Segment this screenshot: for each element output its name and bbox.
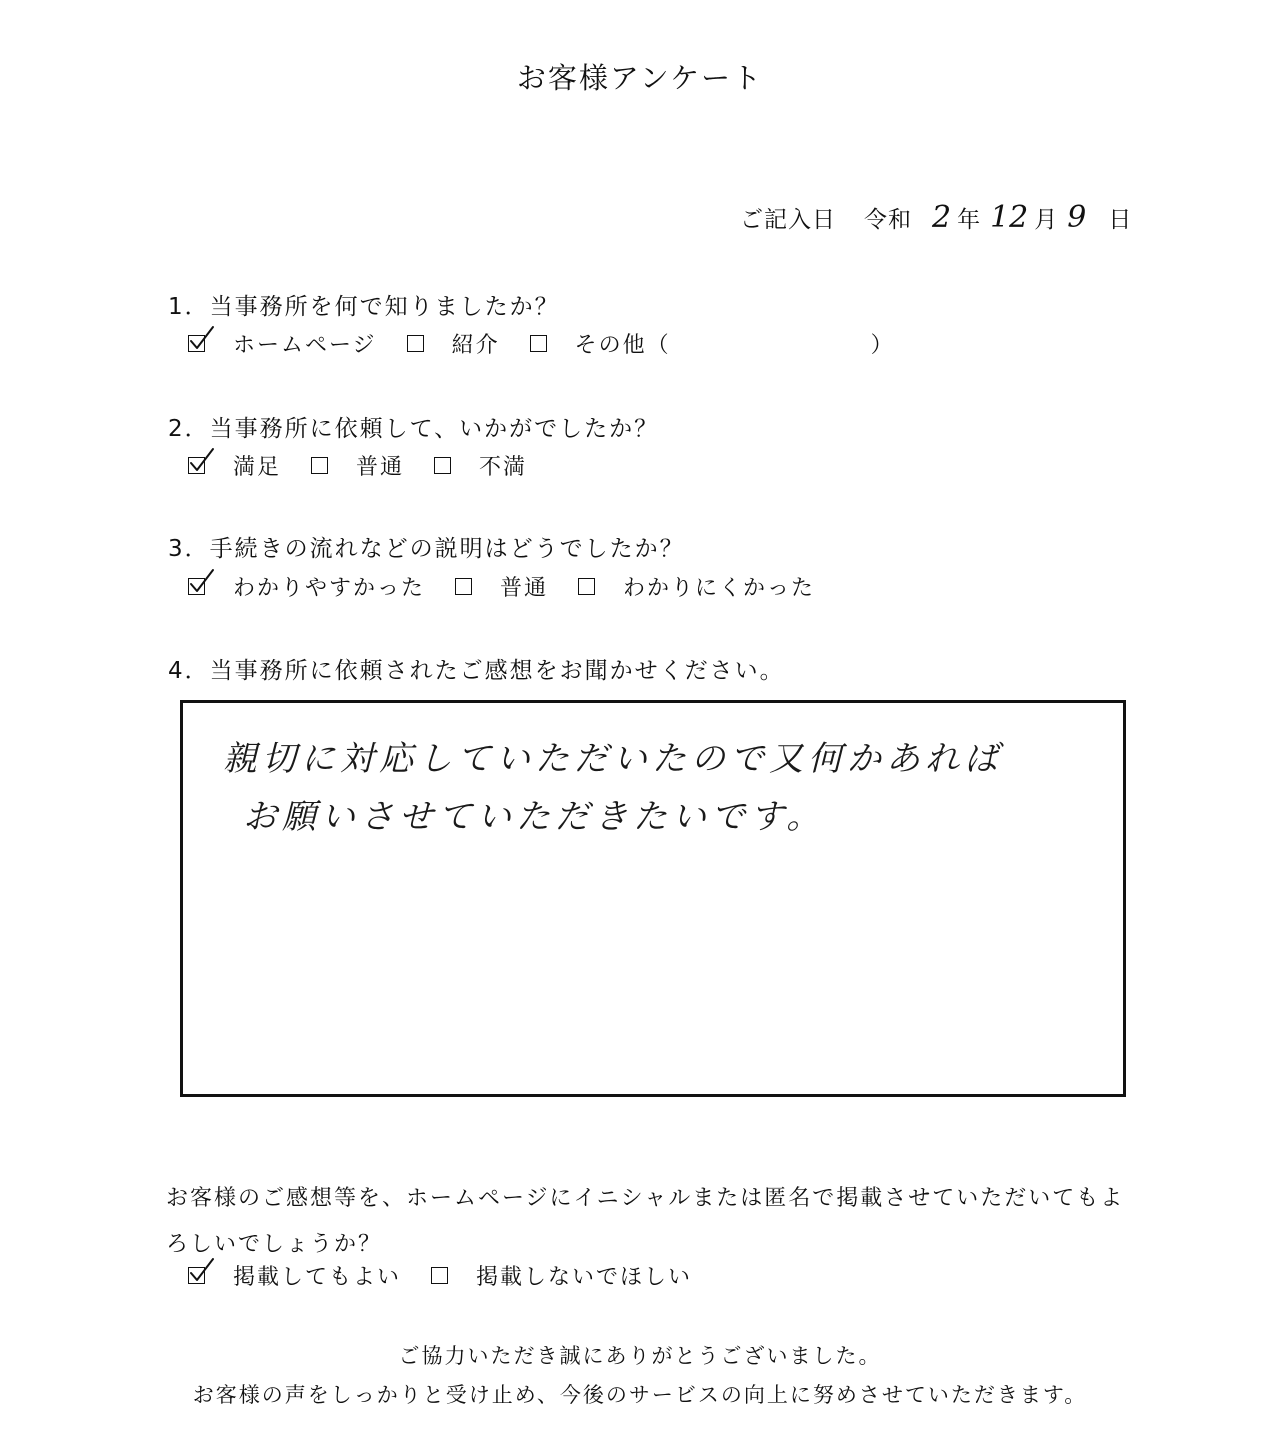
checkbox-other[interactable]	[530, 335, 547, 352]
check-mark-icon	[188, 1258, 214, 1284]
option-normal-label: 普通	[356, 455, 405, 480]
question-3: 3．手続きの流れなどの説明はどうでしたか？	[168, 536, 685, 562]
check-mark-icon	[188, 326, 214, 352]
footer-message: お客様の声をしっかりと受け止め、今後のサービスの向上に努めさせていただきます。	[192, 1383, 1088, 1407]
option-average-label: 普通	[500, 576, 549, 601]
option-satisfied[interactable]	[188, 450, 281, 481]
date-row	[740, 200, 1141, 235]
checkbox-easy[interactable]	[188, 578, 205, 595]
option-referral-label: 紹介	[451, 333, 500, 358]
check-mark-icon	[188, 448, 214, 474]
date-month: 12	[990, 200, 1029, 235]
option-deny-publish[interactable]	[431, 1260, 692, 1291]
date-label: ご記入日	[740, 207, 836, 233]
question-2: 2．当事務所に依頼して、いかがでしたか？	[168, 416, 660, 442]
option-satisfied-label: 満足	[233, 455, 282, 480]
question-1-options	[188, 328, 925, 359]
date-month-unit: 月	[1034, 207, 1058, 233]
checkbox-deny-publish[interactable]	[431, 1267, 448, 1284]
question-3-options	[188, 571, 845, 602]
option-hard[interactable]	[578, 571, 815, 602]
option-hard-label: わかりにくかった	[623, 576, 816, 601]
question-4: 4．当事務所に依頼されたご感想をお聞かせください。	[168, 658, 785, 684]
option-normal[interactable]	[311, 450, 404, 481]
comment-line-2: お願いさせていただきたいです。	[243, 797, 826, 837]
consent-question: お客様のご感想等を、ホームページにイニシャルまたは匿名で掲載させていただいてもよろしいでしょうか？	[166, 1186, 1125, 1257]
date-day: 9	[1067, 200, 1087, 235]
survey-title: お客様アンケート	[516, 61, 764, 95]
comment-box[interactable]	[180, 700, 1126, 1097]
checkbox-satisfied[interactable]	[188, 457, 205, 474]
date-year-unit: 年	[957, 207, 981, 233]
option-other[interactable]	[530, 328, 895, 359]
option-referral[interactable]	[407, 328, 500, 359]
question-2-options	[188, 450, 557, 481]
date-era: 令和	[864, 207, 912, 233]
date-year: 2	[932, 200, 952, 235]
checkbox-homepage[interactable]	[188, 335, 205, 352]
checkbox-average[interactable]	[455, 578, 472, 595]
option-allow-publish-label: 掲載してもよい	[233, 1265, 402, 1290]
option-allow-publish[interactable]	[188, 1260, 401, 1291]
option-average[interactable]	[455, 571, 548, 602]
checkbox-allow-publish[interactable]	[188, 1267, 205, 1284]
option-other-close: ）	[870, 333, 895, 358]
checkbox-hard[interactable]	[578, 578, 595, 595]
option-deny-publish-label: 掲載しないでほしい	[476, 1265, 693, 1290]
option-dissatisfied[interactable]	[434, 450, 527, 481]
option-homepage[interactable]	[188, 328, 377, 359]
checkbox-referral[interactable]	[407, 335, 424, 352]
option-other-label: その他（	[574, 333, 671, 358]
option-dissatisfied-label: 不満	[479, 455, 528, 480]
checkbox-dissatisfied[interactable]	[434, 457, 451, 474]
checkbox-normal[interactable]	[311, 457, 328, 474]
comment-line-1: 親切に対応していただいたので又何かあれば	[223, 739, 1003, 779]
option-easy[interactable]	[188, 571, 425, 602]
date-day-unit: 日	[1108, 207, 1132, 233]
check-mark-icon	[188, 569, 214, 595]
option-homepage-label: ホームページ	[233, 333, 377, 358]
question-1: 1．当事務所を何で知りましたか？	[168, 294, 560, 320]
option-easy-label: わかりやすかった	[233, 576, 426, 601]
footer-thanks: ご協力いただき誠にありがとうございました。	[398, 1344, 882, 1368]
consent-options	[188, 1260, 722, 1291]
